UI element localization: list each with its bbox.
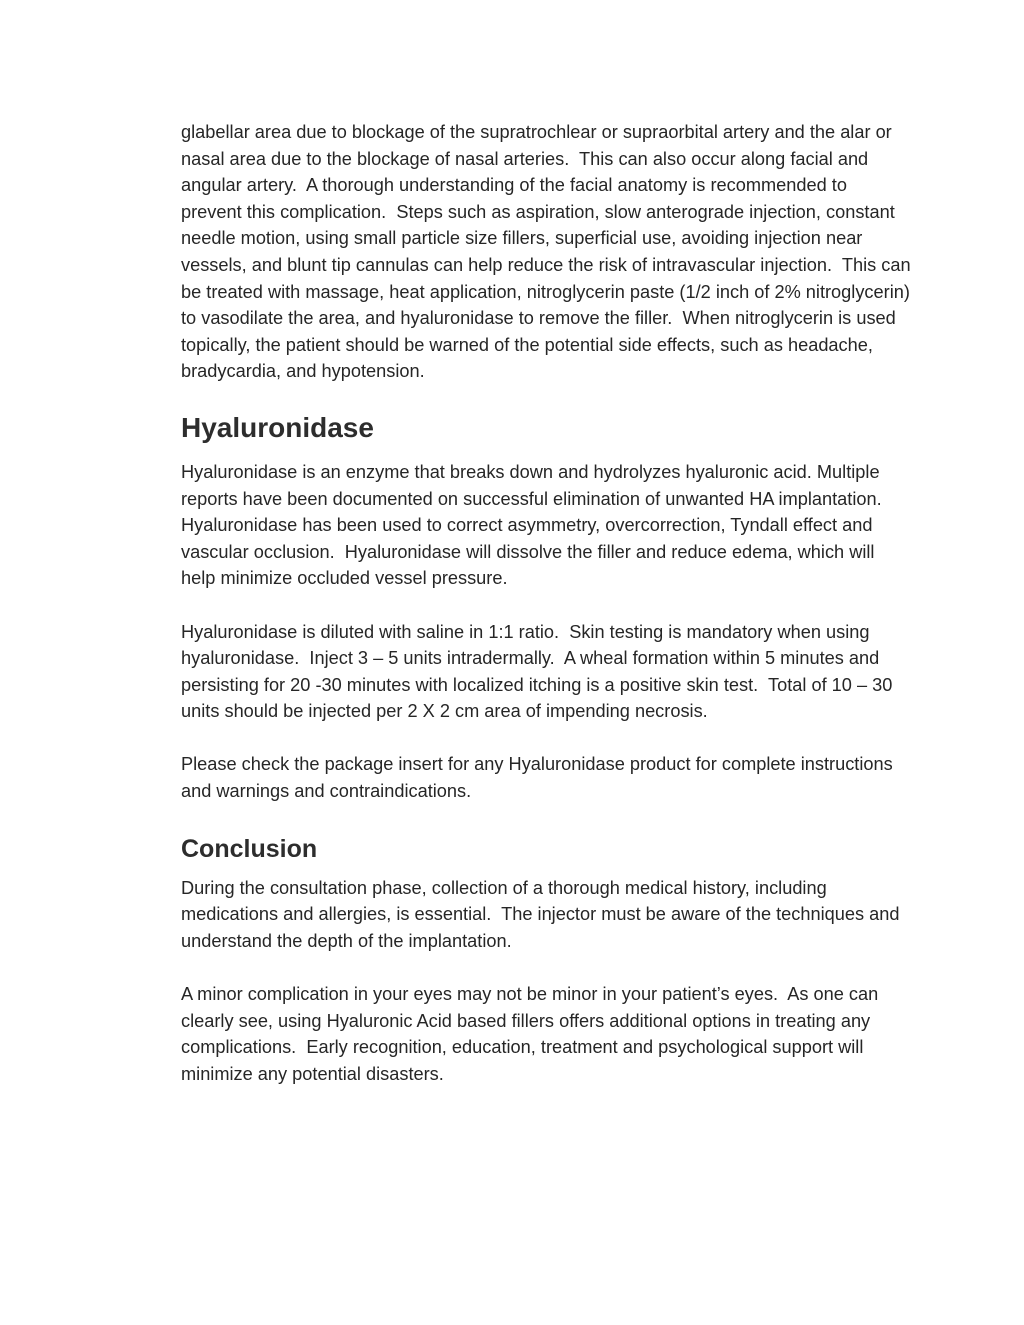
hyaluronidase-paragraph-1: Hyaluronidase is an enzyme that breaks down and hydrolyzes hyaluronic acid. Multiple reports have been documented on successful elimination of unwanted HA implantation. Hyaluronidase has been used to correct asymmetry, overcorrection, Tyndall effect and vascular occlusion. Hyaluronidase will dissolve the filler and reduce edema, which will help minimize occluded vessel pressure. [181,461,892,589]
conclusion-heading: Conclusion [181,834,318,863]
conclusion-paragraph-1: During the consultation phase, collection of a thorough medical history, including medications and allergies, is essential. The injector must be aware of the techniques and understand the depth of the implantation. [181,877,905,951]
paragraph-spacer [181,954,911,981]
hyaluronidase-heading: Hyaluronidase [181,411,374,443]
conclusion-paragraph-2: A minor complication in your eyes may not be minor in your patient’s eyes. As one can clearly see, using Hyaluronic Acid based fillers offers additional options in treating any complications. Early recognition, education, treatment and psychological support will minimize any potential disasters. [181,984,884,1084]
intro-paragraph: glabellar area due to blockage of the supratrochlear or supraorbital artery and the alar or nasal area due to the blockage of nasal arteries. This can also occur along facial and angular artery. A thorough understanding of the facial anatomy is recommended to prevent this complication. Steps such as aspiration, slow anterograde injection, constant needle motion, using small particle size fillers, superficial use, avoiding injection near vessels, and blunt tip cannulas can help reduce the risk of intravascular injection. This can be treated with massage, heat application, nitroglycerin paste (1/2 inch of 2% nitroglycerin) to vasodilate the area, and hyaluronidase to remove the filler. When nitroglycerin is used topically, the patient should be warned of the potential side effects, such as headache, bradycardia, and hypotension. [181,122,916,382]
hyaluronidase-paragraph-2: Hyaluronidase is diluted with saline in 1:1 ratio. Skin testing is mandatory when using hyaluronidase. Inject 3 – 5 units intradermally. A wheal formation within 5 minutes and persisting for 20 -30 minutes with localized itching is a positive skin test. Total of 10 – 30 units should be injected per 2 X 2 cm area of impending necrosis. [181,621,898,722]
paragraph-spacer [181,592,911,619]
document-page [181,119,916,1087]
hyaluronidase-paragraph-3: Please check the package insert for any Hyaluronidase product for complete instructions and warnings and contraindications. [181,754,898,802]
paragraph-spacer [181,725,911,752]
